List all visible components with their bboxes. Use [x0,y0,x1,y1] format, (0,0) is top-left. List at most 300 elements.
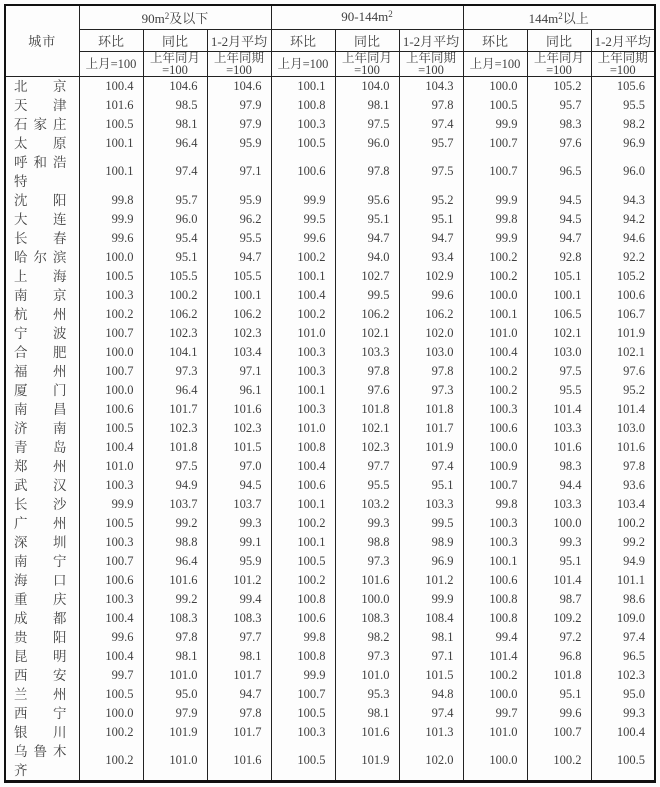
value-cell: 94.7 [335,229,399,248]
superscript-2: 2 [558,10,563,21]
subheader-avg: 1-2月平均 [207,29,271,51]
value-cell: 101.6 [79,96,143,115]
subheader-mom: 环比 [463,29,527,51]
value-cell: 98.8 [143,533,207,552]
value-cell: 103.4 [591,495,655,514]
value-cell: 99.6 [527,704,591,723]
table-row [5,609,655,628]
value-cell: 103.3 [527,495,591,514]
value-cell: 100.6 [271,153,335,191]
value-cell: 96.8 [527,647,591,666]
value-cell: 102.0 [399,742,463,782]
value-cell: 103.3 [399,495,463,514]
value-cell: 100.7 [271,685,335,704]
value-cell: 104.6 [143,76,207,96]
value-cell: 100.7 [79,324,143,343]
value-cell: 94.6 [591,229,655,248]
value-cell: 102.1 [527,324,591,343]
value-cell: 102.1 [335,419,399,438]
value-cell: 98.1 [335,704,399,723]
value-cell: 95.5 [527,381,591,400]
value-cell: 100.2 [463,362,527,381]
value-cell: 95.1 [399,476,463,495]
value-cell: 100.3 [271,115,335,134]
city-column-header: 城市 [5,5,79,76]
value-cell: 101.8 [399,400,463,419]
value-cell: 99.6 [271,229,335,248]
subheader-yoy: 同比 [335,29,399,51]
group-title-suffix: 以上 [562,10,589,26]
city-name: 厦门 [5,381,79,400]
value-cell: 101.6 [207,400,271,419]
value-cell: 105.2 [527,76,591,96]
value-cell: 101.4 [591,400,655,419]
value-cell: 96.4 [143,134,207,153]
table-row [5,590,655,609]
table-row [5,533,655,552]
value-cell: 101.0 [463,324,527,343]
base-header-same-month-last-year: 上年同月 =100 [143,51,207,76]
table-row [5,704,655,723]
value-cell: 98.9 [399,533,463,552]
value-cell: 109.0 [591,609,655,628]
value-cell: 97.4 [399,115,463,134]
value-cell: 100.6 [463,571,527,590]
value-cell: 100.3 [271,362,335,381]
value-cell: 94.5 [527,210,591,229]
value-cell: 100.0 [79,248,143,267]
value-cell: 100.6 [463,419,527,438]
value-cell: 100.3 [271,723,335,742]
value-cell: 99.3 [207,514,271,533]
value-cell: 98.8 [335,533,399,552]
value-cell: 96.4 [143,381,207,400]
value-cell: 101.5 [399,666,463,685]
superscript-2: 2 [164,10,170,21]
value-cell: 100.4 [591,723,655,742]
value-cell: 98.2 [335,628,399,647]
value-cell: 100.2 [463,248,527,267]
value-cell: 96.9 [399,552,463,571]
value-cell: 97.5 [335,115,399,134]
value-cell: 97.7 [207,628,271,647]
value-cell: 99.8 [463,495,527,514]
value-cell: 97.5 [143,457,207,476]
value-cell: 103.3 [527,419,591,438]
value-cell: 99.9 [79,495,143,514]
city-name: 郑州 [5,457,79,476]
value-cell: 101.0 [79,457,143,476]
value-cell: 94.5 [207,476,271,495]
value-cell: 100.0 [463,76,527,96]
city-name: 济南 [5,419,79,438]
table-row [5,267,655,286]
value-cell: 97.8 [399,96,463,115]
value-cell: 97.3 [335,647,399,666]
value-cell: 99.7 [463,704,527,723]
value-cell: 95.7 [143,191,207,210]
value-cell: 100.6 [271,476,335,495]
value-cell: 100.2 [463,666,527,685]
value-cell: 100.3 [271,343,335,362]
value-cell: 94.4 [527,476,591,495]
value-cell: 95.2 [399,191,463,210]
value-cell: 100.8 [271,590,335,609]
value-cell: 97.6 [527,134,591,153]
value-cell: 100.2 [271,248,335,267]
value-cell: 101.9 [399,438,463,457]
city-name: 深圳 [5,533,79,552]
value-cell: 100.0 [79,343,143,362]
value-cell: 100.8 [271,647,335,666]
value-cell: 99.6 [399,286,463,305]
value-cell: 99.3 [527,533,591,552]
value-cell: 97.8 [591,457,655,476]
value-cell: 95.2 [591,381,655,400]
value-cell: 93.6 [591,476,655,495]
value-cell: 99.8 [463,210,527,229]
value-cell: 97.9 [207,115,271,134]
value-cell: 99.5 [335,286,399,305]
table-row [5,153,655,191]
city-name: 南宁 [5,552,79,571]
base-header-prev-month: 上月=100 [271,51,335,76]
value-cell: 100.1 [207,286,271,305]
value-cell: 99.4 [207,590,271,609]
value-cell: 103.0 [527,343,591,362]
value-cell: 100.3 [463,400,527,419]
value-cell: 100.2 [271,305,335,324]
value-cell: 97.4 [399,457,463,476]
value-cell: 97.1 [399,647,463,666]
value-cell: 106.5 [527,305,591,324]
value-cell: 97.1 [207,153,271,191]
value-cell: 99.6 [79,229,143,248]
value-cell: 100.4 [79,609,143,628]
value-cell: 101.6 [207,742,271,782]
value-cell: 100.3 [79,533,143,552]
value-cell: 100.2 [463,267,527,286]
value-cell: 97.8 [335,153,399,191]
table-row [5,362,655,381]
value-cell: 100.8 [463,590,527,609]
value-cell: 100.1 [79,134,143,153]
subheader-avg: 1-2月平均 [399,29,463,51]
value-cell: 100.1 [79,153,143,191]
value-cell: 100.0 [463,685,527,704]
value-cell: 100.3 [79,590,143,609]
value-cell: 103.7 [143,495,207,514]
value-cell: 100.3 [79,476,143,495]
value-cell: 94.9 [591,552,655,571]
value-cell: 97.4 [399,704,463,723]
city-name: 上海 [5,267,79,286]
value-cell: 97.6 [591,362,655,381]
value-cell: 105.5 [143,267,207,286]
group-header-90-144 [271,5,463,29]
value-cell: 101.5 [207,438,271,457]
value-cell: 103.7 [207,495,271,514]
value-cell: 102.1 [335,324,399,343]
value-cell: 100.7 [463,153,527,191]
value-cell: 102.7 [335,267,399,286]
city-name: 海口 [5,571,79,590]
value-cell: 97.8 [207,704,271,723]
table-row [5,76,655,96]
value-cell: 100.9 [463,457,527,476]
city-name: 呼和浩特 [5,153,79,191]
value-cell: 100.0 [463,286,527,305]
value-cell: 99.9 [399,590,463,609]
value-cell: 97.5 [527,362,591,381]
value-cell: 100.8 [271,438,335,457]
table-row [5,514,655,533]
value-cell: 100.1 [271,495,335,514]
value-cell: 94.7 [399,229,463,248]
table-body [5,76,655,781]
value-cell: 100.0 [527,514,591,533]
value-cell: 109.2 [527,609,591,628]
value-cell: 100.0 [335,590,399,609]
value-cell: 101.9 [143,723,207,742]
table-row [5,647,655,666]
table-row [5,229,655,248]
city-name: 杭州 [5,305,79,324]
value-cell: 100.3 [463,514,527,533]
value-cell: 96.0 [335,134,399,153]
value-cell: 95.5 [335,476,399,495]
value-cell: 101.8 [527,666,591,685]
value-cell: 98.7 [527,590,591,609]
value-cell: 98.1 [335,96,399,115]
value-cell: 101.7 [143,400,207,419]
value-cell: 97.0 [207,457,271,476]
city-name: 贵阳 [5,628,79,647]
value-cell: 99.7 [79,666,143,685]
group-title-text: 90-144m [341,9,389,25]
value-cell: 102.9 [399,267,463,286]
value-cell: 92.8 [527,248,591,267]
value-cell: 101.0 [271,324,335,343]
city-name: 长沙 [5,495,79,514]
value-cell: 101.6 [335,723,399,742]
value-cell: 102.3 [335,438,399,457]
value-cell: 95.0 [143,685,207,704]
value-cell: 108.4 [399,609,463,628]
value-cell: 108.3 [335,609,399,628]
value-cell: 100.2 [271,571,335,590]
value-cell: 100.7 [527,723,591,742]
value-cell: 96.0 [591,153,655,191]
value-cell: 105.1 [527,267,591,286]
value-cell: 97.9 [207,96,271,115]
group-header-144-above [463,5,655,29]
city-name: 石家庄 [5,115,79,134]
value-cell: 97.7 [335,457,399,476]
value-cell: 97.6 [335,381,399,400]
value-cell: 100.5 [79,267,143,286]
value-cell: 100.2 [463,381,527,400]
value-cell: 108.3 [143,609,207,628]
table-row [5,628,655,647]
value-cell: 99.6 [79,628,143,647]
value-cell: 96.2 [207,210,271,229]
value-cell: 100.5 [79,514,143,533]
subheader-avg: 1-2月平均 [591,29,655,51]
value-cell: 100.0 [463,742,527,782]
value-cell: 97.8 [335,362,399,381]
value-cell: 102.3 [143,324,207,343]
value-cell: 104.0 [335,76,399,96]
value-cell: 99.8 [79,191,143,210]
table-row [5,552,655,571]
base-header-same-month-last-year: 上年同月 =100 [527,51,591,76]
value-cell: 100.5 [271,704,335,723]
value-cell: 95.1 [527,552,591,571]
value-cell: 100.1 [271,381,335,400]
value-cell: 100.1 [271,533,335,552]
value-cell: 95.1 [527,685,591,704]
table-row [5,723,655,742]
value-cell: 99.9 [79,210,143,229]
value-cell: 99.9 [463,115,527,134]
value-cell: 99.9 [271,666,335,685]
value-cell: 95.9 [207,191,271,210]
value-cell: 105.2 [591,267,655,286]
value-cell: 101.2 [207,571,271,590]
value-cell: 98.3 [527,115,591,134]
value-cell: 101.9 [335,742,399,782]
value-cell: 101.0 [143,666,207,685]
city-name: 昆明 [5,647,79,666]
city-name: 兰州 [5,685,79,704]
table-row [5,115,655,134]
value-cell: 100.7 [79,552,143,571]
value-cell: 100.3 [271,400,335,419]
value-cell: 98.3 [527,457,591,476]
value-cell: 93.4 [399,248,463,267]
table-row [5,305,655,324]
value-cell: 100.7 [463,134,527,153]
subheader-mom: 环比 [79,29,143,51]
value-cell: 100.5 [79,115,143,134]
value-cell: 97.3 [399,381,463,400]
value-cell: 102.3 [207,324,271,343]
value-cell: 103.2 [335,495,399,514]
value-cell: 102.0 [399,324,463,343]
value-cell: 101.4 [527,400,591,419]
value-cell: 97.2 [527,628,591,647]
value-cell: 100.3 [79,286,143,305]
base-header-same-period-last-year: 上年同期 =100 [591,51,655,76]
value-cell: 101.6 [527,438,591,457]
value-cell: 99.9 [463,229,527,248]
value-cell: 98.1 [207,647,271,666]
city-name: 合肥 [5,343,79,362]
value-cell: 99.1 [207,533,271,552]
value-cell: 99.2 [591,533,655,552]
group-header-90-below [79,5,271,29]
value-cell: 101.0 [143,742,207,782]
table-row [5,666,655,685]
city-name: 银川 [5,723,79,742]
value-cell: 92.2 [591,248,655,267]
table-row [5,286,655,305]
value-cell: 96.0 [143,210,207,229]
value-cell: 99.2 [143,590,207,609]
value-cell: 100.2 [79,723,143,742]
value-cell: 105.5 [207,267,271,286]
value-cell: 100.0 [79,381,143,400]
value-cell: 105.6 [591,76,655,96]
city-name: 青岛 [5,438,79,457]
value-cell: 103.4 [207,343,271,362]
group-title-text: 90m [141,10,165,26]
value-cell: 102.3 [207,419,271,438]
value-cell: 99.3 [335,514,399,533]
city-name: 西安 [5,666,79,685]
value-cell: 99.3 [591,704,655,723]
table-row [5,400,655,419]
value-cell: 95.5 [591,96,655,115]
value-cell: 108.3 [207,609,271,628]
subheader-mom: 环比 [271,29,335,51]
table-row [5,742,655,782]
base-header-same-period-last-year: 上年同期 =100 [207,51,271,76]
value-cell: 100.4 [79,438,143,457]
value-cell: 101.6 [335,571,399,590]
value-cell: 100.2 [79,305,143,324]
superscript-2: 2 [388,9,393,20]
value-cell: 97.8 [399,362,463,381]
city-name: 长春 [5,229,79,248]
value-cell: 99.5 [399,514,463,533]
value-cell: 99.2 [143,514,207,533]
city-name: 西宁 [5,704,79,723]
value-cell: 102.3 [143,419,207,438]
value-cell: 106.7 [591,305,655,324]
value-cell: 106.2 [399,305,463,324]
value-cell: 99.4 [463,628,527,647]
value-cell: 94.7 [207,685,271,704]
city-name: 乌鲁木齐 [5,742,79,782]
value-cell: 95.9 [207,134,271,153]
value-cell: 100.5 [271,552,335,571]
value-cell: 99.8 [271,628,335,647]
value-cell: 100.2 [591,514,655,533]
value-cell: 104.6 [207,76,271,96]
table-row [5,457,655,476]
city-name: 宁波 [5,324,79,343]
value-cell: 98.1 [143,647,207,666]
value-cell: 102.3 [591,666,655,685]
value-cell: 101.7 [207,666,271,685]
value-cell: 98.1 [399,628,463,647]
value-cell: 96.5 [527,153,591,191]
value-cell: 100.4 [463,343,527,362]
city-name: 成都 [5,609,79,628]
city-name: 福州 [5,362,79,381]
value-cell: 102.1 [591,343,655,362]
table-row [5,438,655,457]
value-cell: 100.8 [271,96,335,115]
value-cell: 97.4 [143,153,207,191]
value-cell: 106.2 [335,305,399,324]
value-cell: 100.0 [463,438,527,457]
value-cell: 98.5 [143,96,207,115]
value-cell: 104.1 [143,343,207,362]
value-cell: 101.7 [399,419,463,438]
